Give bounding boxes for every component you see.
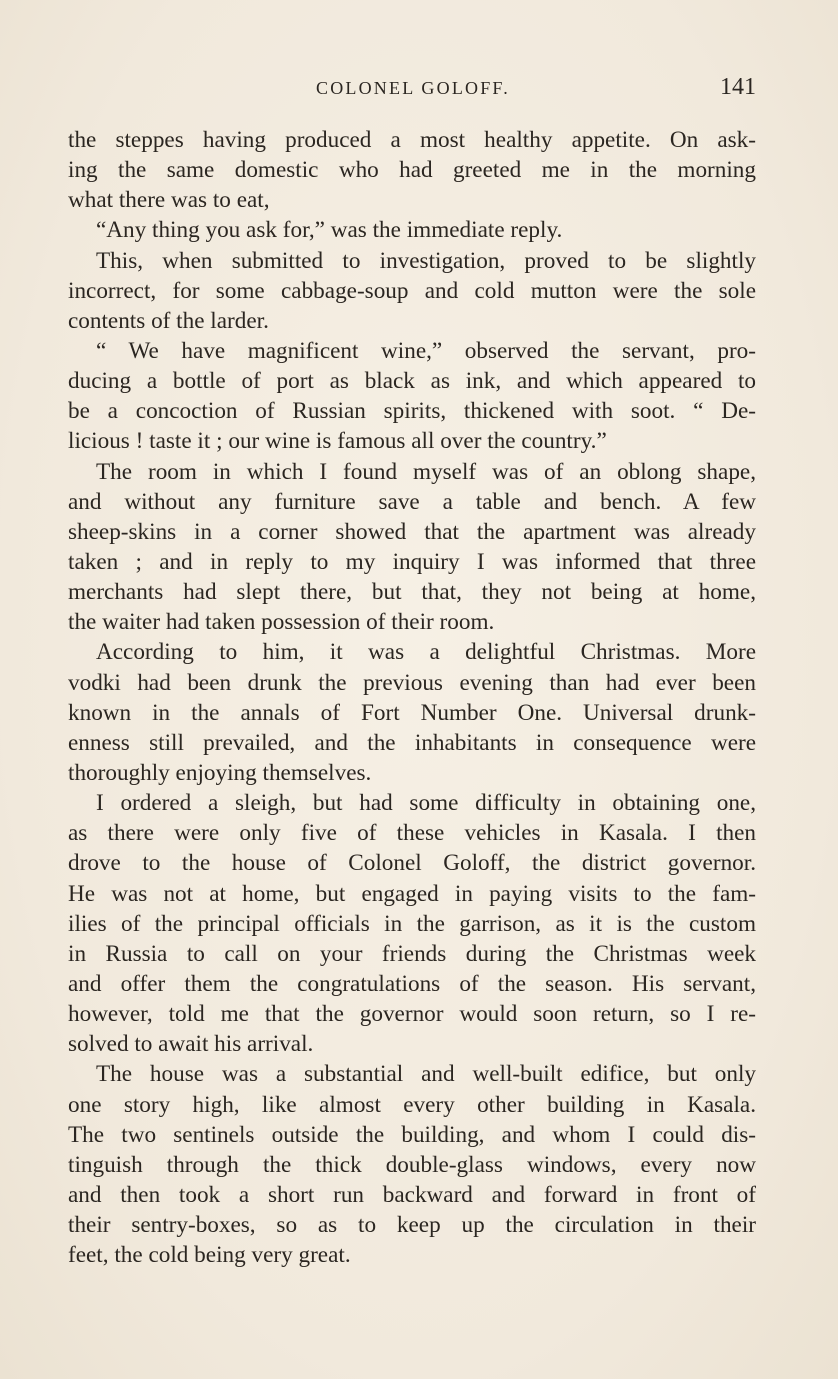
text-line: “Any thing you ask for,” was the immediate reply. bbox=[96, 217, 563, 244]
text-line: enness still prevailed, and the inhabitants in consequence were bbox=[68, 729, 756, 756]
text-line: ing the same domestic who had greeted me in the morning bbox=[68, 157, 756, 184]
text-line: and offer them the congratulations of the season. His servant, bbox=[68, 970, 756, 997]
text-line: known in the annals of Fort Number One. Universal drunk- bbox=[68, 699, 756, 726]
text-line: licious ! taste it ; our wine is famous all over the country.” bbox=[68, 428, 607, 455]
text-line: as there were only five of these vehicles in Kasala. I then bbox=[68, 820, 756, 847]
text-line: however, told me that the governor would soon return, so I re- bbox=[68, 1001, 756, 1028]
text-line: solved to await his arrival. bbox=[68, 1031, 314, 1058]
text-line: sheep-skins in a corner showed that the apartment was already bbox=[68, 518, 756, 545]
text-line: feet, the cold being very great. bbox=[68, 1242, 351, 1269]
text-line: one story high, like almost every other building in Kasala. bbox=[68, 1091, 756, 1118]
text-line: According to him, it was a delightful Christmas. More bbox=[96, 639, 756, 666]
text-line: the waiter had taken possession of their room. bbox=[68, 609, 495, 636]
page-number: 141 bbox=[720, 74, 756, 100]
text-line: The room in which I found myself was of an oblong shape, bbox=[96, 458, 756, 485]
chapter-running-title: COLONEL GOLOFF. bbox=[316, 78, 510, 98]
text-line: taken ; and in reply to my inquiry I was informed that three bbox=[68, 548, 756, 575]
running-head bbox=[68, 76, 756, 106]
body-text bbox=[68, 125, 756, 1270]
text-line: and without any furniture save a table and bench. A few bbox=[68, 488, 756, 515]
text-line: and then took a short run backward and forward in front of bbox=[68, 1181, 756, 1208]
text-line: thoroughly enjoying themselves. bbox=[68, 759, 372, 786]
text-line: This, when submitted to investigation, proved to be slightly bbox=[96, 247, 756, 274]
text-line: “ We have magnificent wine,” observed the servant, pro- bbox=[96, 337, 756, 364]
text-line: merchants had slept there, but that, they not being at home, bbox=[68, 579, 756, 606]
text-line: The two sentinels outside the building, and whom I could dis- bbox=[68, 1121, 756, 1148]
text-line: the steppes having produced a most healthy appetite. On ask- bbox=[68, 127, 756, 153]
text-line: incorrect, for some cabbage-soup and cold mutton were the sole bbox=[68, 277, 756, 304]
text-line: be a concoction of Russian spirits, thickened with soot. “ De- bbox=[68, 398, 756, 425]
text-line: drove to the house of Colonel Goloff, the district governor. bbox=[68, 850, 756, 877]
text-line: in Russia to call on your friends during the Christmas week bbox=[68, 940, 756, 967]
text-line: I ordered a sleigh, but had some difficulty in obtaining one, bbox=[96, 790, 756, 817]
text-line: tinguish through the thick double-glass windows, every now bbox=[68, 1151, 756, 1178]
text-line: ducing a bottle of port as black as ink, and which appeared to bbox=[68, 368, 756, 395]
text-line: He was not at home, but engaged in paying visits to the fam- bbox=[68, 880, 756, 907]
text-line: what there was to eat, bbox=[68, 187, 270, 214]
text-line: The house was a substantial and well-built edifice, but only bbox=[96, 1061, 756, 1088]
text-line: vodki had been drunk the previous evening than had ever been bbox=[68, 669, 756, 696]
text-line: contents of the larder. bbox=[68, 307, 269, 334]
text-line: their sentry-boxes, so as to keep up the circulation in their bbox=[68, 1212, 756, 1239]
text-line: ilies of the principal officials in the garrison, as it is the custom bbox=[68, 910, 756, 937]
